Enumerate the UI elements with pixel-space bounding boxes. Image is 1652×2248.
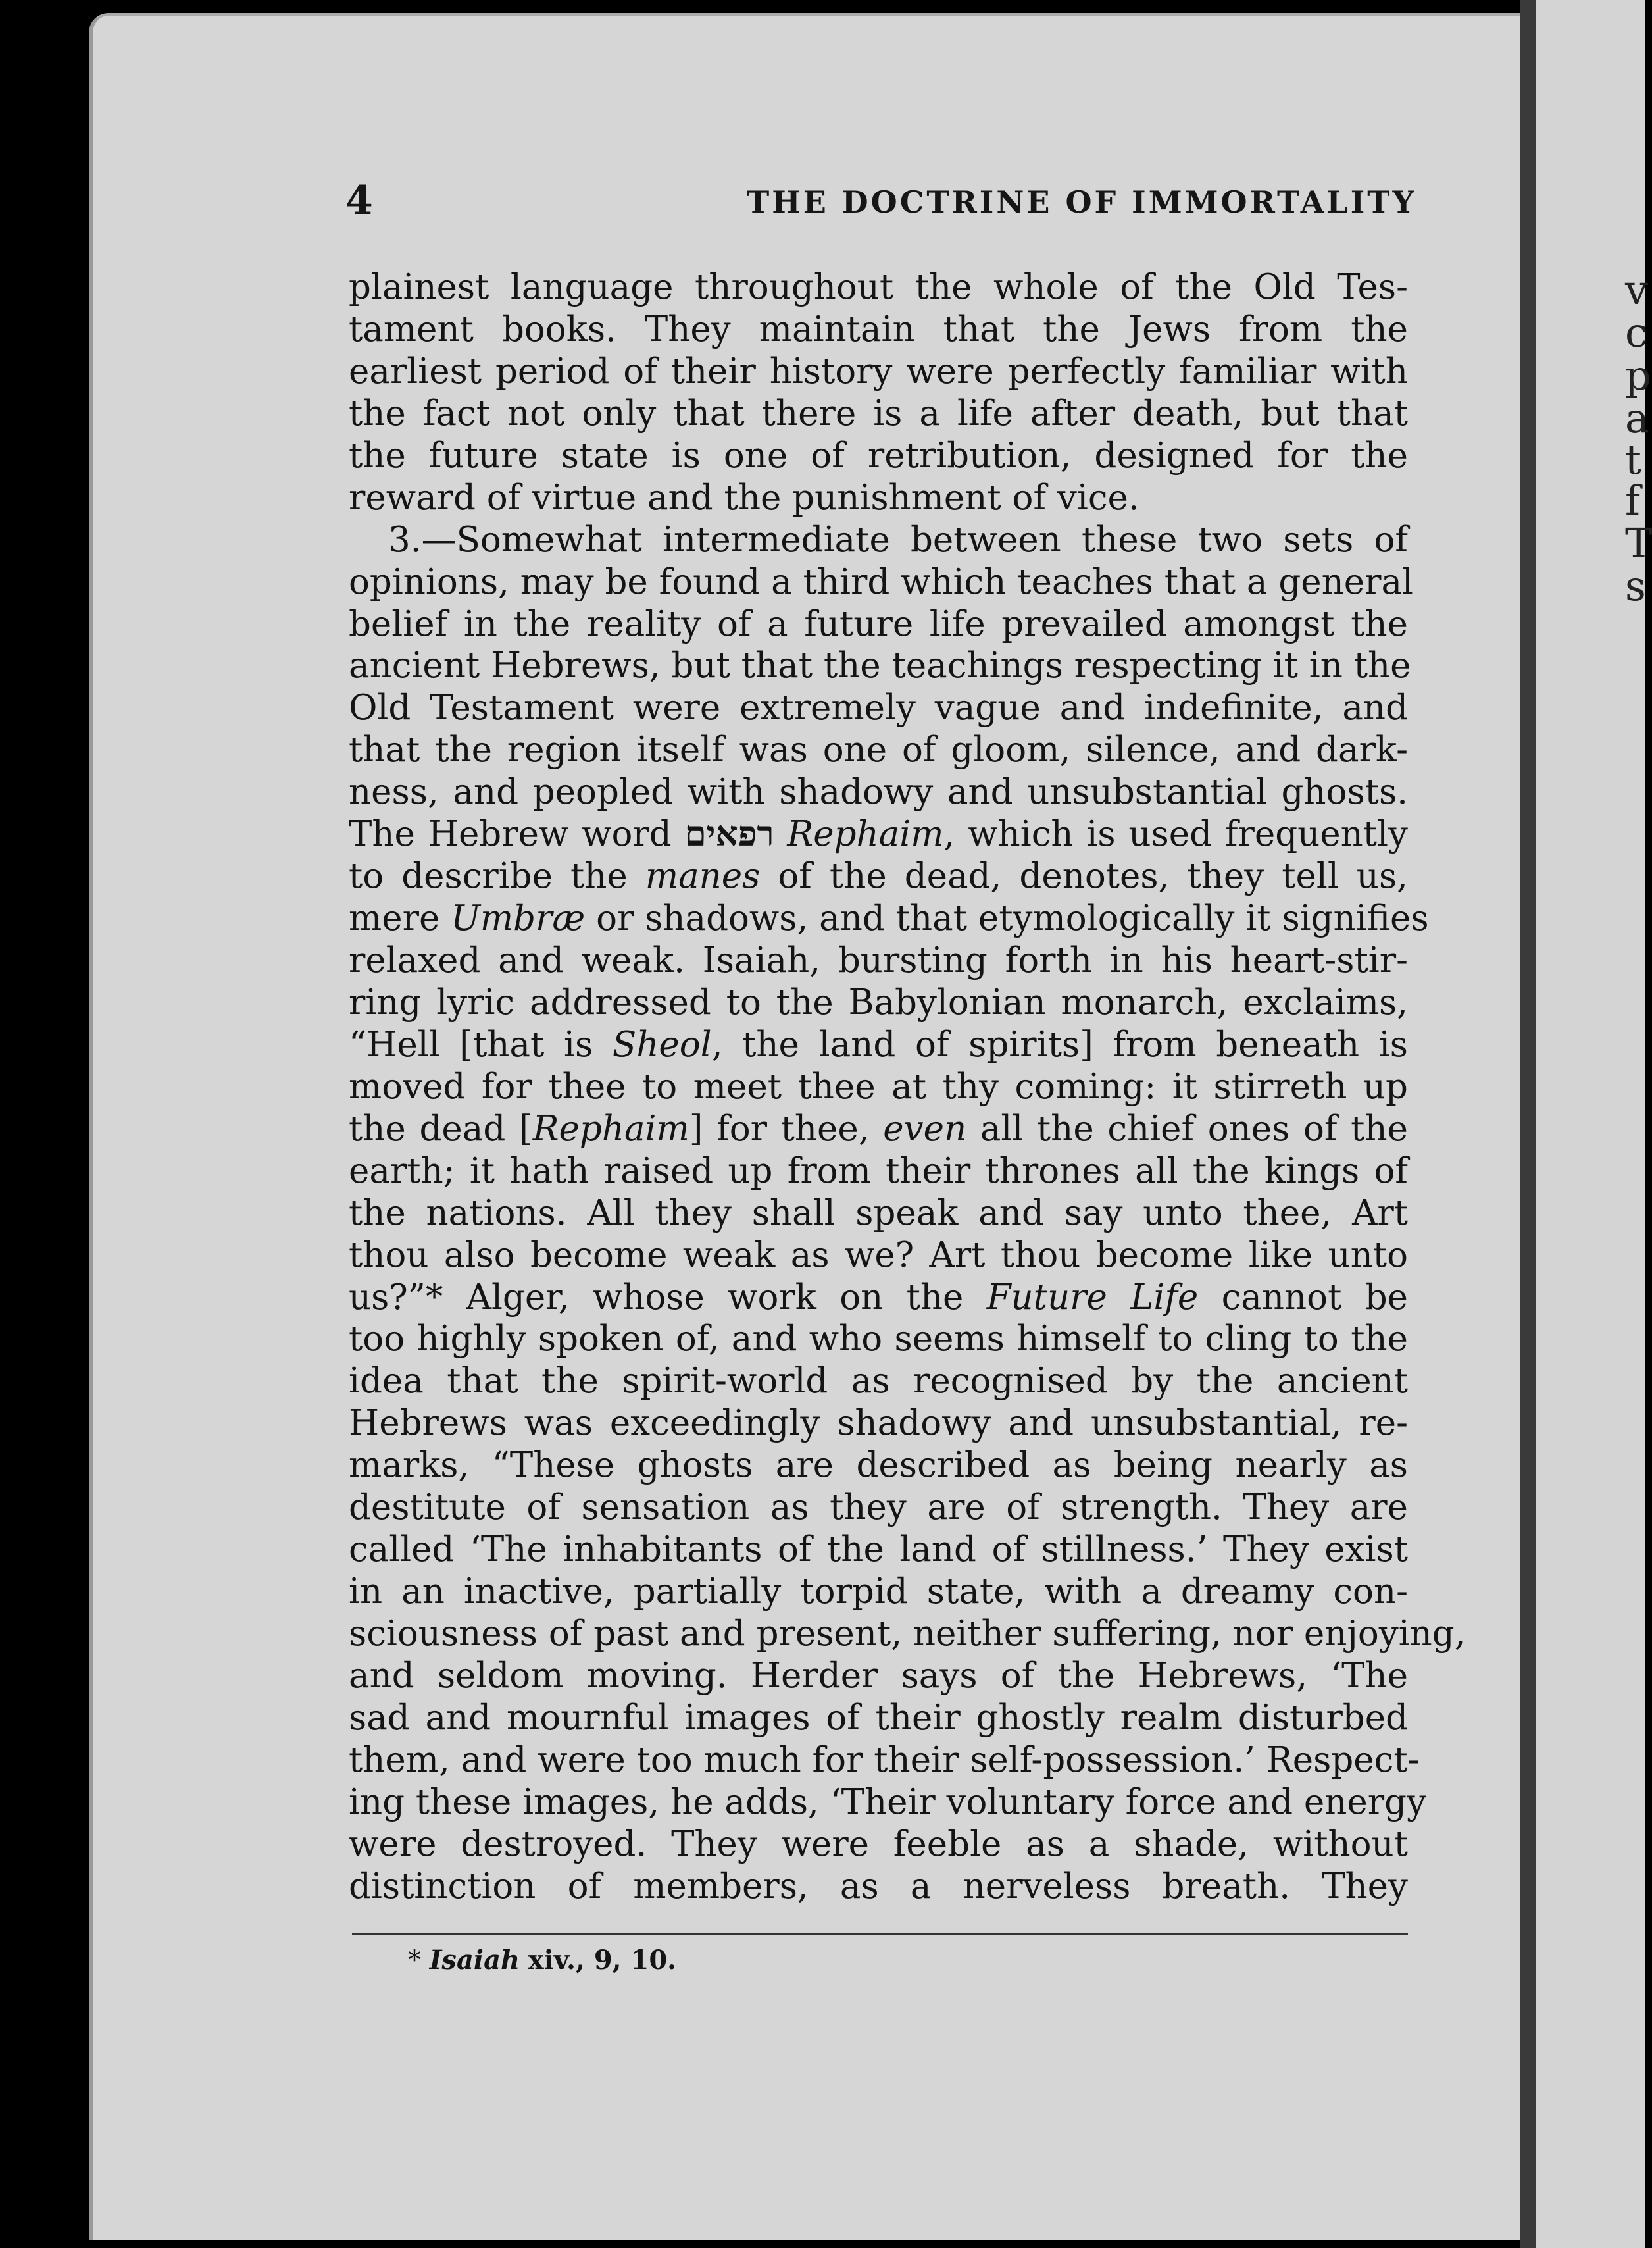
- running-head: THE DOCTRINE OF IMMORTALITY: [747, 184, 1417, 220]
- footnote: [408, 1945, 676, 1976]
- text-line: distinction of members, as a nerveless breath. They: [349, 1866, 1408, 1906]
- text-run: to describe the: [349, 856, 628, 897]
- text-line: relaxed and weak. Isaiah, bursting forth in his heart-stir-: [349, 940, 1408, 981]
- text-line: ing these images, he adds, ‘Their voluntary force and energy: [349, 1781, 1427, 1822]
- italic-term: Rephaim: [532, 1108, 689, 1149]
- text-line: the fact not only that there is a life after death, but that: [349, 393, 1408, 434]
- text-line: [349, 1024, 1408, 1066]
- text-run: all the chief ones of the: [980, 1108, 1408, 1149]
- text-line: thou also become weak as we? Art thou become like unto: [349, 1235, 1408, 1275]
- text-line: 3.—Somewhat intermediate between these two sets of: [388, 519, 1408, 560]
- text-line: destitute of sensation as they are of strength. They are: [349, 1487, 1408, 1528]
- text-run: cannot be: [1221, 1277, 1408, 1317]
- text-line: and seldom moving. Herder says of the Hebrews, ‘The: [349, 1655, 1408, 1696]
- adjacent-letter: v: [1625, 266, 1649, 314]
- text-line: [349, 813, 1408, 856]
- text-line: Hebrews was exceedingly shadowy and unsubstantial, re-: [349, 1403, 1408, 1444]
- text-line: the future state is one of retribution, designed for the: [349, 435, 1408, 476]
- text-run: , the land of spirits] from beneath is: [711, 1024, 1408, 1065]
- text-run: “Hell [that is: [349, 1024, 593, 1065]
- text-line: in an inactive, partially torpid state, with a dreamy con-: [349, 1571, 1408, 1612]
- text-run: the dead [: [349, 1108, 533, 1149]
- italic-term: Future Life: [986, 1277, 1199, 1317]
- text-line: plainest language throughout the whole of the Old Tes-: [349, 267, 1408, 307]
- page-number: 4: [345, 178, 373, 224]
- text-line: [349, 898, 1429, 940]
- text-line: Old Testament were extremely vague and indefinite, and: [349, 688, 1408, 728]
- text-line: ancient Hebrews, but that the teachings respecting it in the: [349, 646, 1411, 686]
- adjacent-letter: t: [1625, 436, 1641, 484]
- italic-term: Sheol: [612, 1024, 712, 1065]
- text-line: ring lyric addressed to the Babylonian monarch, exclaims,: [349, 982, 1408, 1023]
- text-line: earth; it hath raised up from their thrones all the kings of: [349, 1150, 1408, 1191]
- italic-term: Rephaim: [787, 814, 944, 855]
- text-run: or shadows, and that etymologically it signifies: [596, 898, 1429, 939]
- text-line: sad and mournful images of their ghostly realm disturbed: [349, 1697, 1408, 1738]
- text-line: [349, 1277, 1408, 1319]
- footnote-marker: *: [408, 1945, 421, 1976]
- text-line: that the region itself was one of gloom, silence, and dark-: [349, 730, 1408, 771]
- footnote-work: Isaiah: [429, 1945, 520, 1976]
- adjacent-letter: s: [1625, 562, 1646, 610]
- text-line: marks, “These ghosts are described as being nearly as: [349, 1445, 1408, 1486]
- italic-term: manes: [645, 856, 761, 897]
- text-line: sciousness of past and present, neither suffering, nor enjoying,: [349, 1614, 1466, 1654]
- italic-term: Umbræ: [451, 898, 586, 939]
- text-line: reward of virtue and the punishment of vice.: [349, 477, 1139, 518]
- adjacent-letter: T: [1625, 519, 1652, 567]
- text-line: [349, 1108, 1408, 1150]
- text-run: The Hebrew word: [349, 814, 672, 855]
- text-line: opinions, may be found a third which teaches that a general: [349, 561, 1414, 602]
- text-line: called ‘The inhabitants of the land of stillness.’ They exist: [349, 1529, 1408, 1570]
- text-line: earliest period of their history were perfectly familiar with: [349, 351, 1408, 392]
- text-run: mere: [349, 898, 440, 939]
- text-line: the nations. All they shall speak and say unto thee, Art: [349, 1192, 1408, 1233]
- text-run: of the dead, denotes, they tell us,: [778, 856, 1408, 897]
- adjacent-letter: p: [1625, 351, 1651, 399]
- page-gutter: [1520, 0, 1536, 2248]
- text-line: were destroyed. They were feeble as a shade, without: [349, 1824, 1408, 1864]
- text-line: them, and were too much for their self-possession.’ Respect-: [349, 1739, 1420, 1780]
- text-line: moved for thee to meet thee at thy coming: it stirreth up: [349, 1066, 1408, 1107]
- text-line: idea that the spirit-world as recognised by the ancient: [349, 1361, 1408, 1402]
- adjacent-letter: f: [1625, 476, 1640, 524]
- page-header: [260, 178, 1418, 237]
- text-line: tament books. They maintain that the Jews from the: [349, 309, 1408, 349]
- adjacent-letter: a: [1625, 394, 1649, 442]
- footnote-rule: [352, 1933, 1408, 1935]
- text-line: too highly spoken of, and who seems himself to cling to the: [349, 1319, 1408, 1360]
- text-run: us?”* Alger, whose work on the: [349, 1277, 964, 1317]
- adjacent-letter: c: [1625, 309, 1648, 357]
- italic-term: even: [883, 1108, 967, 1149]
- body-text: [349, 267, 1466, 1908]
- text-run: ] for thee,: [689, 1108, 870, 1149]
- text-run: , which is used frequently: [943, 814, 1408, 855]
- text-line: ness, and peopled with shadowy and unsubstantial ghosts.: [349, 772, 1408, 813]
- footnote-ref: xiv., 9, 10.: [528, 1945, 677, 1976]
- hebrew-word: רפאים: [684, 813, 774, 855]
- text-line: belief in the reality of a future life prevailed amongst the: [349, 603, 1408, 644]
- text-line: [349, 856, 1408, 898]
